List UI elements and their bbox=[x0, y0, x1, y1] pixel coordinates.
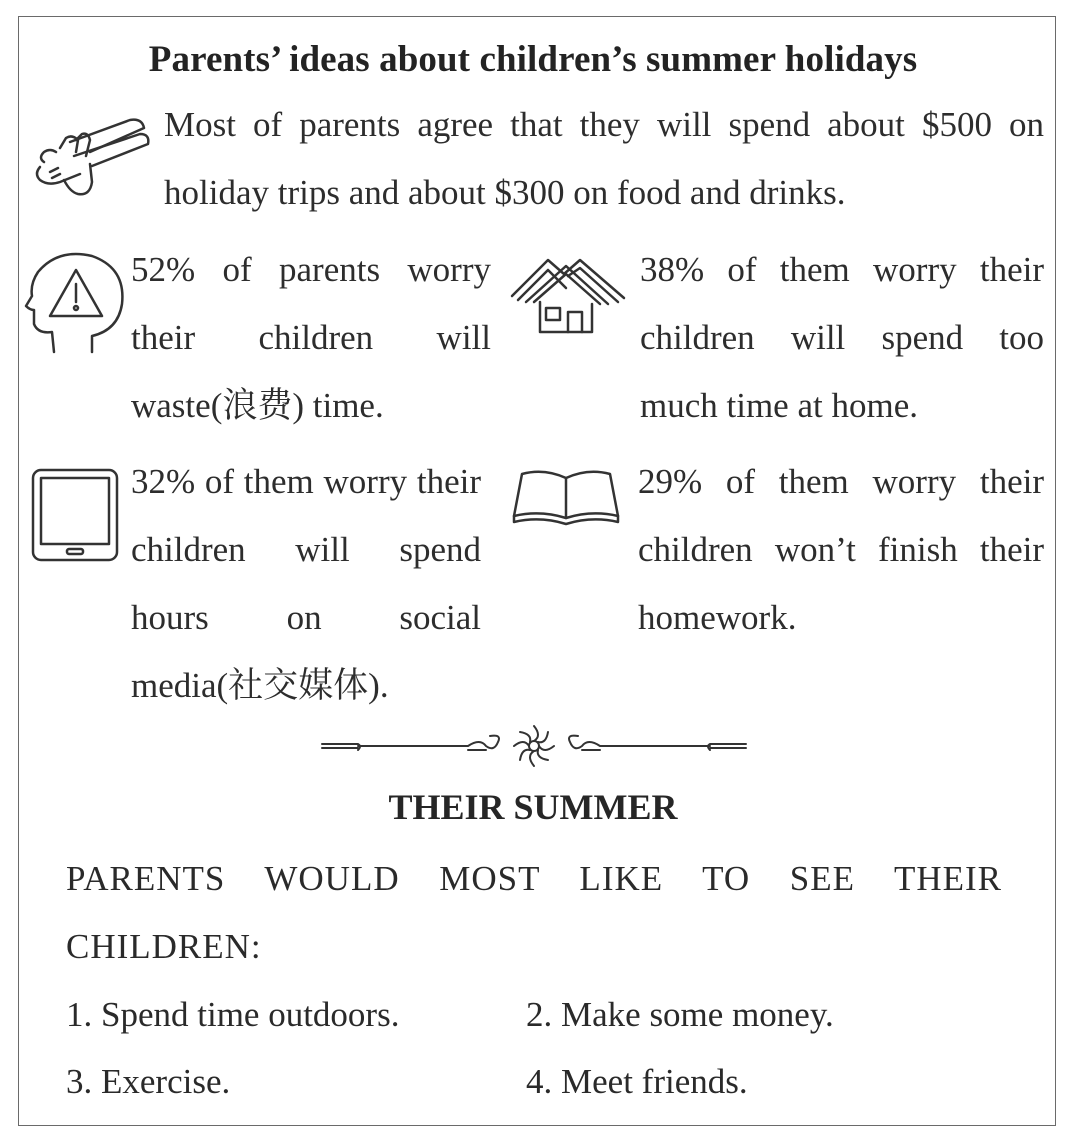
open-book-icon bbox=[510, 466, 622, 528]
warning-head-icon bbox=[22, 248, 130, 358]
section-title: THEIR SUMMER bbox=[388, 787, 678, 827]
scroll-hand-icon bbox=[30, 112, 155, 202]
stat-29-text: 29% of them worry their children won’t finish their homework. bbox=[638, 462, 1044, 637]
wish-intro bbox=[66, 845, 1002, 981]
wish-item: 3. Exercise. bbox=[66, 1062, 231, 1101]
wish-item: 4. Meet friends. bbox=[526, 1062, 748, 1101]
stat-32-text: 32% of them worry their children will spend hours on social media(社交媒体). bbox=[131, 462, 481, 705]
house-icon bbox=[508, 252, 628, 338]
intro-text: Most of parents agree that they will spend about $500 on holiday trips and about $300 on food and drinks. bbox=[164, 105, 1044, 212]
stat-52-text: 52% of parents worry their children will waste(浪费) time. bbox=[131, 250, 491, 425]
wish-intro-line2: CHILDREN: bbox=[66, 927, 262, 966]
wish-intro-line1: PARENTS WOULD MOST LIKE TO SEE THEIR bbox=[66, 859, 1002, 898]
wish-item: 2. Make some money. bbox=[526, 995, 834, 1034]
stat-38-text: 38% of them worry their children will spend too much time at home. bbox=[640, 250, 1044, 425]
wish-item: 1. Spend time outdoors. bbox=[66, 995, 400, 1034]
tablet-icon bbox=[31, 468, 121, 564]
ornament-divider bbox=[318, 718, 750, 781]
page-title: Parents’ ideas about children’s summer holidays bbox=[148, 39, 918, 80]
